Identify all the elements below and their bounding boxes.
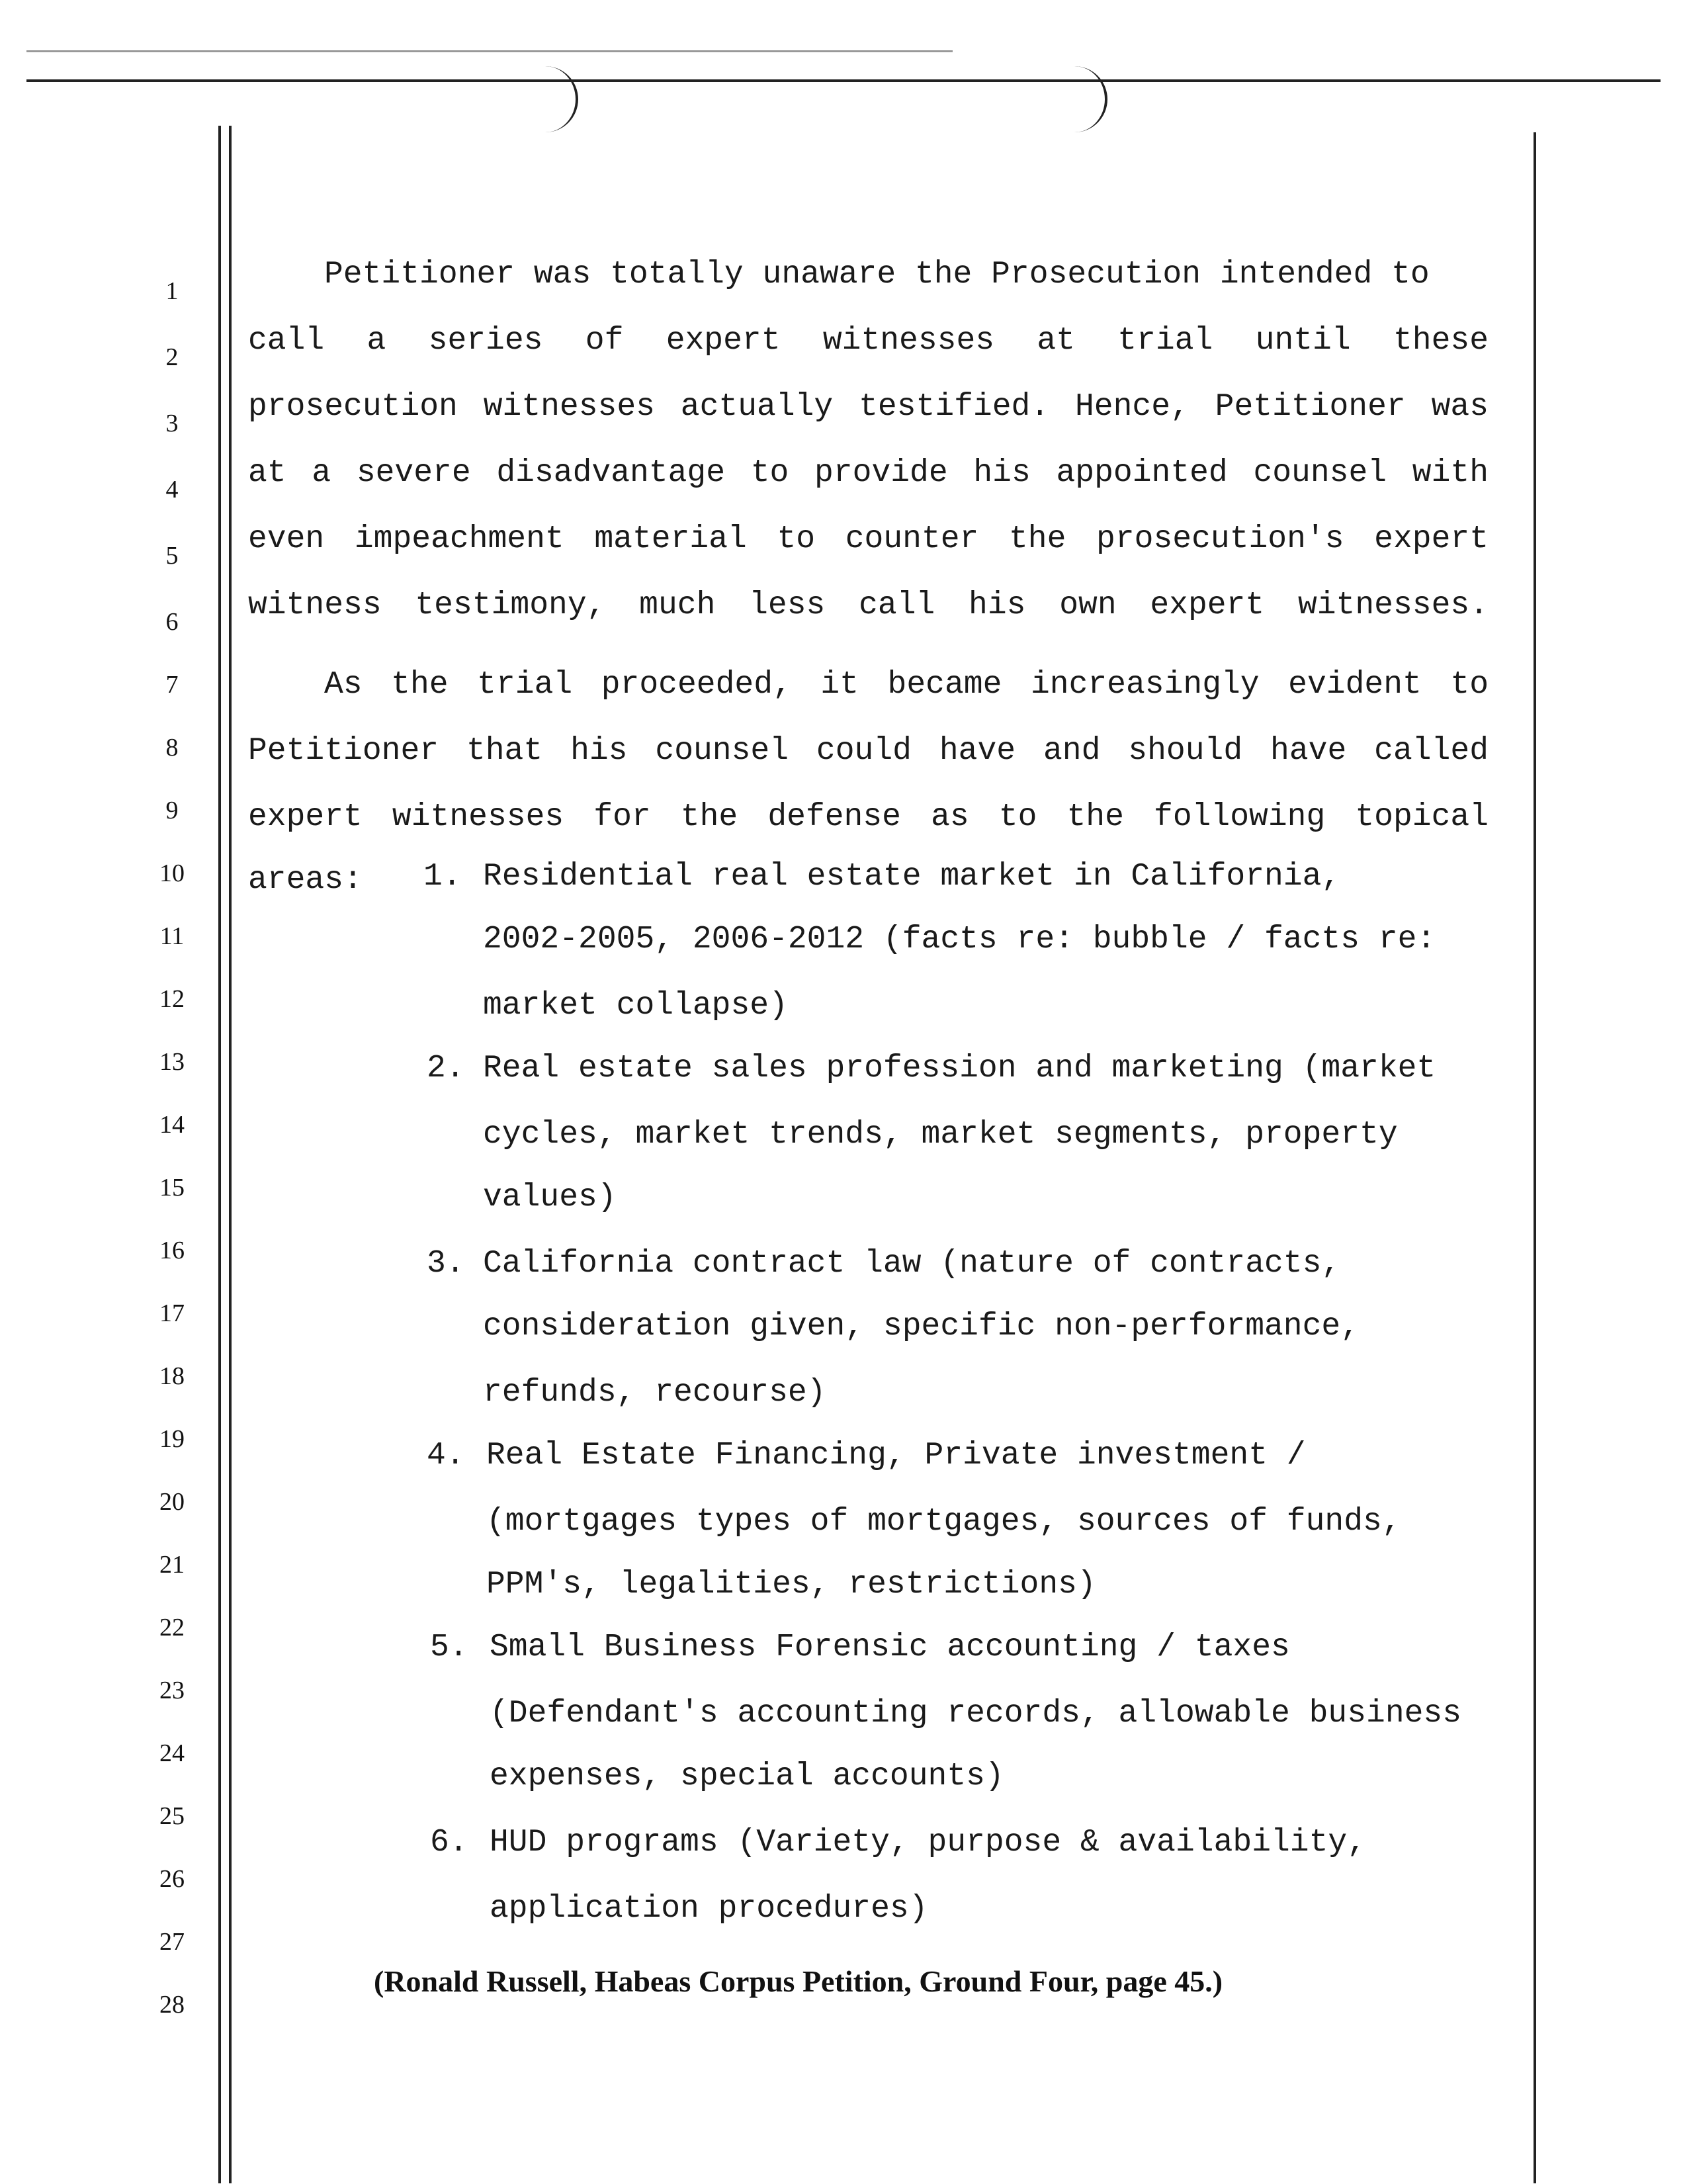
list-item-line: application procedures): [490, 1891, 928, 1927]
list-item-line: Small Business Forensic accounting / taxes: [490, 1630, 1290, 1665]
binding-mark-right: [1065, 66, 1107, 132]
line-number: 7: [165, 671, 179, 699]
line-number: 2: [165, 343, 179, 371]
line-number: 23: [159, 1677, 185, 1704]
list-item-line: cycles, market trends, market segments, property: [483, 1117, 1398, 1153]
line-number: 8: [165, 734, 179, 762]
line-number: 1: [165, 277, 179, 305]
line-number: 5: [165, 542, 179, 570]
binding-mark-left: [536, 66, 578, 132]
list-item-line: values): [483, 1180, 617, 1215]
list-item-number: 1.: [423, 859, 462, 895]
line-number: 26: [159, 1865, 185, 1893]
line-number: 9: [165, 797, 179, 824]
list-item-line: (Defendant's accounting records, allowable business: [490, 1696, 1462, 1731]
line-number: 21: [159, 1551, 185, 1579]
list-item-line: Real estate sales profession and marketing (market: [483, 1051, 1436, 1086]
list-item-line: Residential real estate market in California,: [483, 859, 1341, 895]
list-item-line: Real Estate Financing, Private investment /: [486, 1438, 1306, 1473]
line-number: 20: [159, 1488, 185, 1516]
body-text-line: witness testimony, much less call his own expert witnesses.: [248, 588, 1489, 623]
list-item-line: consideration given, specific non-performance,: [483, 1309, 1360, 1344]
line-number: 6: [165, 608, 179, 636]
list-item-line: PPM's, legalities, restrictions): [486, 1567, 1096, 1602]
line-number: 17: [159, 1299, 185, 1327]
body-text-line: even impeachment material to counter the prosecution's expert: [248, 521, 1489, 557]
list-item-number: 6.: [430, 1825, 468, 1860]
left-margin-rule-inner: [229, 126, 232, 2183]
list-item-line: refunds, recourse): [483, 1375, 826, 1411]
line-number: 28: [159, 1991, 185, 2019]
header-rule: [26, 79, 1661, 82]
list-item-line: 2002-2005, 2006-2012 (facts re: bubble / facts re:: [483, 922, 1436, 957]
list-item-number: 5.: [430, 1630, 468, 1665]
body-text-line: call a series of expert witnesses at trial until these: [248, 323, 1489, 359]
line-number: 3: [165, 410, 179, 437]
line-number: 16: [159, 1237, 185, 1264]
list-item-line: expenses, special accounts): [490, 1759, 1004, 1794]
body-text-line: As the trial proceeded, it became increasingly evident to: [324, 667, 1489, 703]
list-item-line: HUD programs (Variety, purpose & availability,: [490, 1825, 1367, 1860]
left-margin-rule: [218, 126, 221, 2183]
header-scan-line: [26, 50, 953, 52]
list-item-number: 4.: [427, 1438, 465, 1473]
line-number: 22: [159, 1614, 185, 1641]
list-item-line: California contract law (nature of contracts,: [483, 1246, 1341, 1282]
line-number: 15: [159, 1174, 185, 1201]
body-text-line: prosecution witnesses actually testified. Hence, Petitioner was: [248, 389, 1489, 425]
line-number: 14: [159, 1111, 185, 1139]
body-text-line: Petitioner that his counsel could have and should have called: [248, 733, 1489, 769]
list-item-line: (mortgages types of mortgages, sources of funds,: [486, 1504, 1401, 1540]
line-number: 11: [159, 922, 185, 950]
line-number: 13: [159, 1048, 185, 1076]
line-number: 10: [159, 859, 185, 887]
list-item-number: 3.: [427, 1246, 465, 1282]
areas-label: areas:: [248, 862, 363, 898]
line-number: 25: [159, 1802, 185, 1830]
line-number: 24: [159, 1739, 185, 1767]
line-number: 27: [159, 1928, 185, 1956]
body-text-line: at a severe disadvantage to provide his appointed counsel with: [248, 455, 1489, 491]
right-margin-rule: [1534, 132, 1536, 2183]
line-number: 12: [159, 985, 185, 1013]
citation: (Ronald Russell, Habeas Corpus Petition, Ground Four, page 45.): [374, 1964, 1223, 1998]
list-item-number: 2.: [427, 1051, 465, 1086]
line-number: 4: [165, 476, 179, 503]
list-item-line: market collapse): [483, 988, 788, 1024]
body-text-line: Petitioner was totally unaware the Prosecution intended to: [324, 257, 1430, 292]
body-text-line: expert witnesses for the defense as to the following topical: [248, 799, 1489, 835]
line-number: 19: [159, 1425, 185, 1453]
line-number: 18: [159, 1362, 185, 1390]
